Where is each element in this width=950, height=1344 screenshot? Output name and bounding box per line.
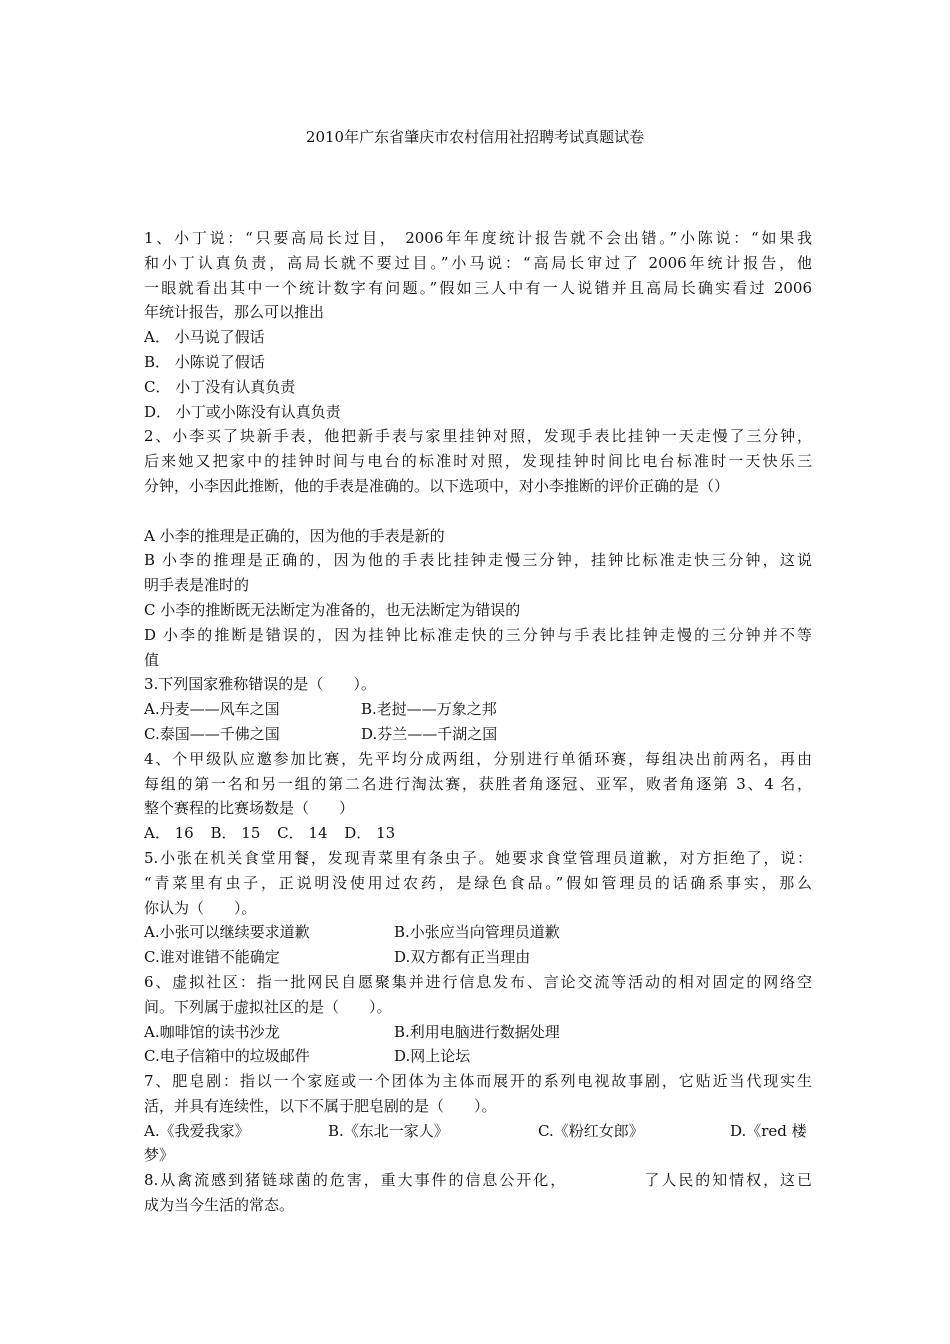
- q3-option: C.泰国——千佛之国: [144, 724, 280, 743]
- q7-option: B.《东北一家人》: [328, 1121, 449, 1140]
- q3-option: A.丹麦——风车之国: [144, 700, 280, 719]
- q3-options-row: [144, 722, 812, 747]
- q3-options-row: [144, 697, 812, 722]
- q3-option: D.芬兰——千湖之国: [361, 724, 498, 743]
- q3-stem: 3.下列国家雅称错误的是（ ）。: [144, 675, 376, 694]
- q5-line: 5.小张在机关食堂用餐，发现青菜里有条虫子。她要求食堂管理员道歉，对方拒绝了，说：: [144, 848, 812, 867]
- q2-option: C 小李的推断既无法断定为准备的，也无法断定为错误的: [144, 600, 521, 619]
- q8-line: 成为当今生活的常态。: [144, 1196, 295, 1215]
- q2-line: 后来她又把家中的挂钟时间与电台的标准时对照，发现挂钟时间比电台标准时一天快乐三: [144, 452, 812, 471]
- q4-line: 4、个甲级队应邀参加比赛，先平均分成两组，分别进行单循环赛，每组决出前两名，再由: [144, 749, 812, 768]
- q7-option: C.《粉红女郎》: [538, 1121, 644, 1140]
- q6-option: C.电子信箱中的垃圾邮件: [144, 1047, 310, 1066]
- q4-line: 每组的第一名和另一组的第二名进行淘汰赛，获胜者角逐冠、亚军，败者角逐第 3、4 名，: [144, 774, 812, 793]
- q7-options-row: [144, 1119, 812, 1144]
- q6-line: 间。下列属于虚拟社区的是（ ）。: [144, 997, 392, 1016]
- q2-line: 2、小李买了块新手表，他把新手表与家里挂钟对照，发现手表比挂钟一天走慢了三分钟，: [144, 427, 812, 446]
- q6-option: D.网上论坛: [394, 1047, 471, 1066]
- document-body: [144, 226, 812, 1218]
- q1-line: 年统计报告，那么可以推出: [144, 303, 325, 322]
- q2-line: 分钟，小李因此推断，他的手表是准确的。以下选项中，对小李推断的评价正确的是（）: [144, 476, 730, 495]
- q4-options-row: [144, 821, 812, 846]
- q2-option: 明手表是准时的: [144, 576, 250, 595]
- q4-line: 整个赛程的比赛场数是（ ）: [144, 799, 355, 818]
- q5-option: C.谁对谁错不能确定: [144, 948, 280, 967]
- q1-option: B． 小陈说了假话: [144, 352, 265, 371]
- q4-option: A． 16: [144, 824, 194, 843]
- q1-line: 和小丁认真负责，高局长就不要过目。”小马说：“高局长审过了 2006年统计报告，他: [144, 253, 812, 272]
- q1-option: A． 小马说了假话: [144, 328, 265, 347]
- q5-line: “青菜里有虫子，正说明没使用过农药，是绿色食品。”假如管理员的话确系事实，那么: [144, 873, 812, 892]
- q6-option: B.利用电脑进行数据处理: [394, 1022, 560, 1041]
- q4-option: B． 15: [210, 824, 261, 843]
- q7-line: 7、肥皂剧：指以一个家庭或一个团体为主体而展开的系列电视故事剧，它贴近当代现实生: [144, 1072, 812, 1091]
- q7-option: A.《我爱我家》: [144, 1121, 250, 1140]
- q5-options-row: [144, 920, 812, 945]
- q6-options-row: [144, 1020, 812, 1045]
- q2-option: B 小李的推理是正确的，因为他的手表比挂钟走慢三分钟，挂钟比标准走快三分钟，这说: [144, 551, 812, 570]
- q5-option: A.小张可以继续要求道歉: [144, 923, 310, 942]
- q7-line: 活，并具有连续性，以下不属于肥皂剧的是（ ）。: [144, 1096, 497, 1115]
- q1-line: 一眼就看出其中一个统计数字有问题。”假如三人中有一人说错并且高局长确实看过 2006: [144, 278, 812, 297]
- q5-line: 你认为（ ）。: [144, 898, 257, 917]
- q2-option: D 小李的推断是错误的，因为挂钟比标准走快的三分钟与手表比挂钟走慢的三分钟并不等: [144, 625, 812, 644]
- q5-option: B.小张应当向管理员道歉: [394, 923, 560, 942]
- q1-option: D． 小丁或小陈没有认真负责: [144, 402, 341, 421]
- q5-options-row: [144, 945, 812, 970]
- blank-line: [144, 499, 812, 524]
- q7-option-tail: 梦》: [144, 1146, 175, 1165]
- q6-line: 6、虚拟社区：指一批网民自愿聚集并进行信息发布、言论交流等活动的相对固定的网络空: [144, 972, 812, 991]
- q3-option: B.老挝——万象之邦: [361, 700, 497, 719]
- document-title: 2010年广东省肇庆市农村信用社招聘考试真题试卷: [305, 128, 645, 146]
- q4-option: D． 13: [344, 824, 396, 843]
- q7-option: D.《red 楼: [730, 1121, 807, 1140]
- q2-option: 值: [144, 650, 160, 669]
- q4-option: C． 14: [277, 824, 328, 843]
- q6-options-row: [144, 1044, 812, 1069]
- q1-option: C． 小丁没有认真负责: [144, 377, 296, 396]
- q2-option: A 小李的推理是正确的，因为他的手表是新的: [144, 526, 445, 545]
- q8-line: 8.从禽流感到猪链球菌的危害，重大事件的信息公开化， 了人民的知情权，这已: [144, 1171, 812, 1190]
- q5-option: D.双方都有正当理由: [394, 948, 531, 967]
- q1-line: 1、小丁说：“只要高局长过目， 2006年年度统计报告就不会出错。”小陈说：“如果我: [144, 229, 812, 247]
- q6-option: A.咖啡馆的读书沙龙: [144, 1022, 280, 1041]
